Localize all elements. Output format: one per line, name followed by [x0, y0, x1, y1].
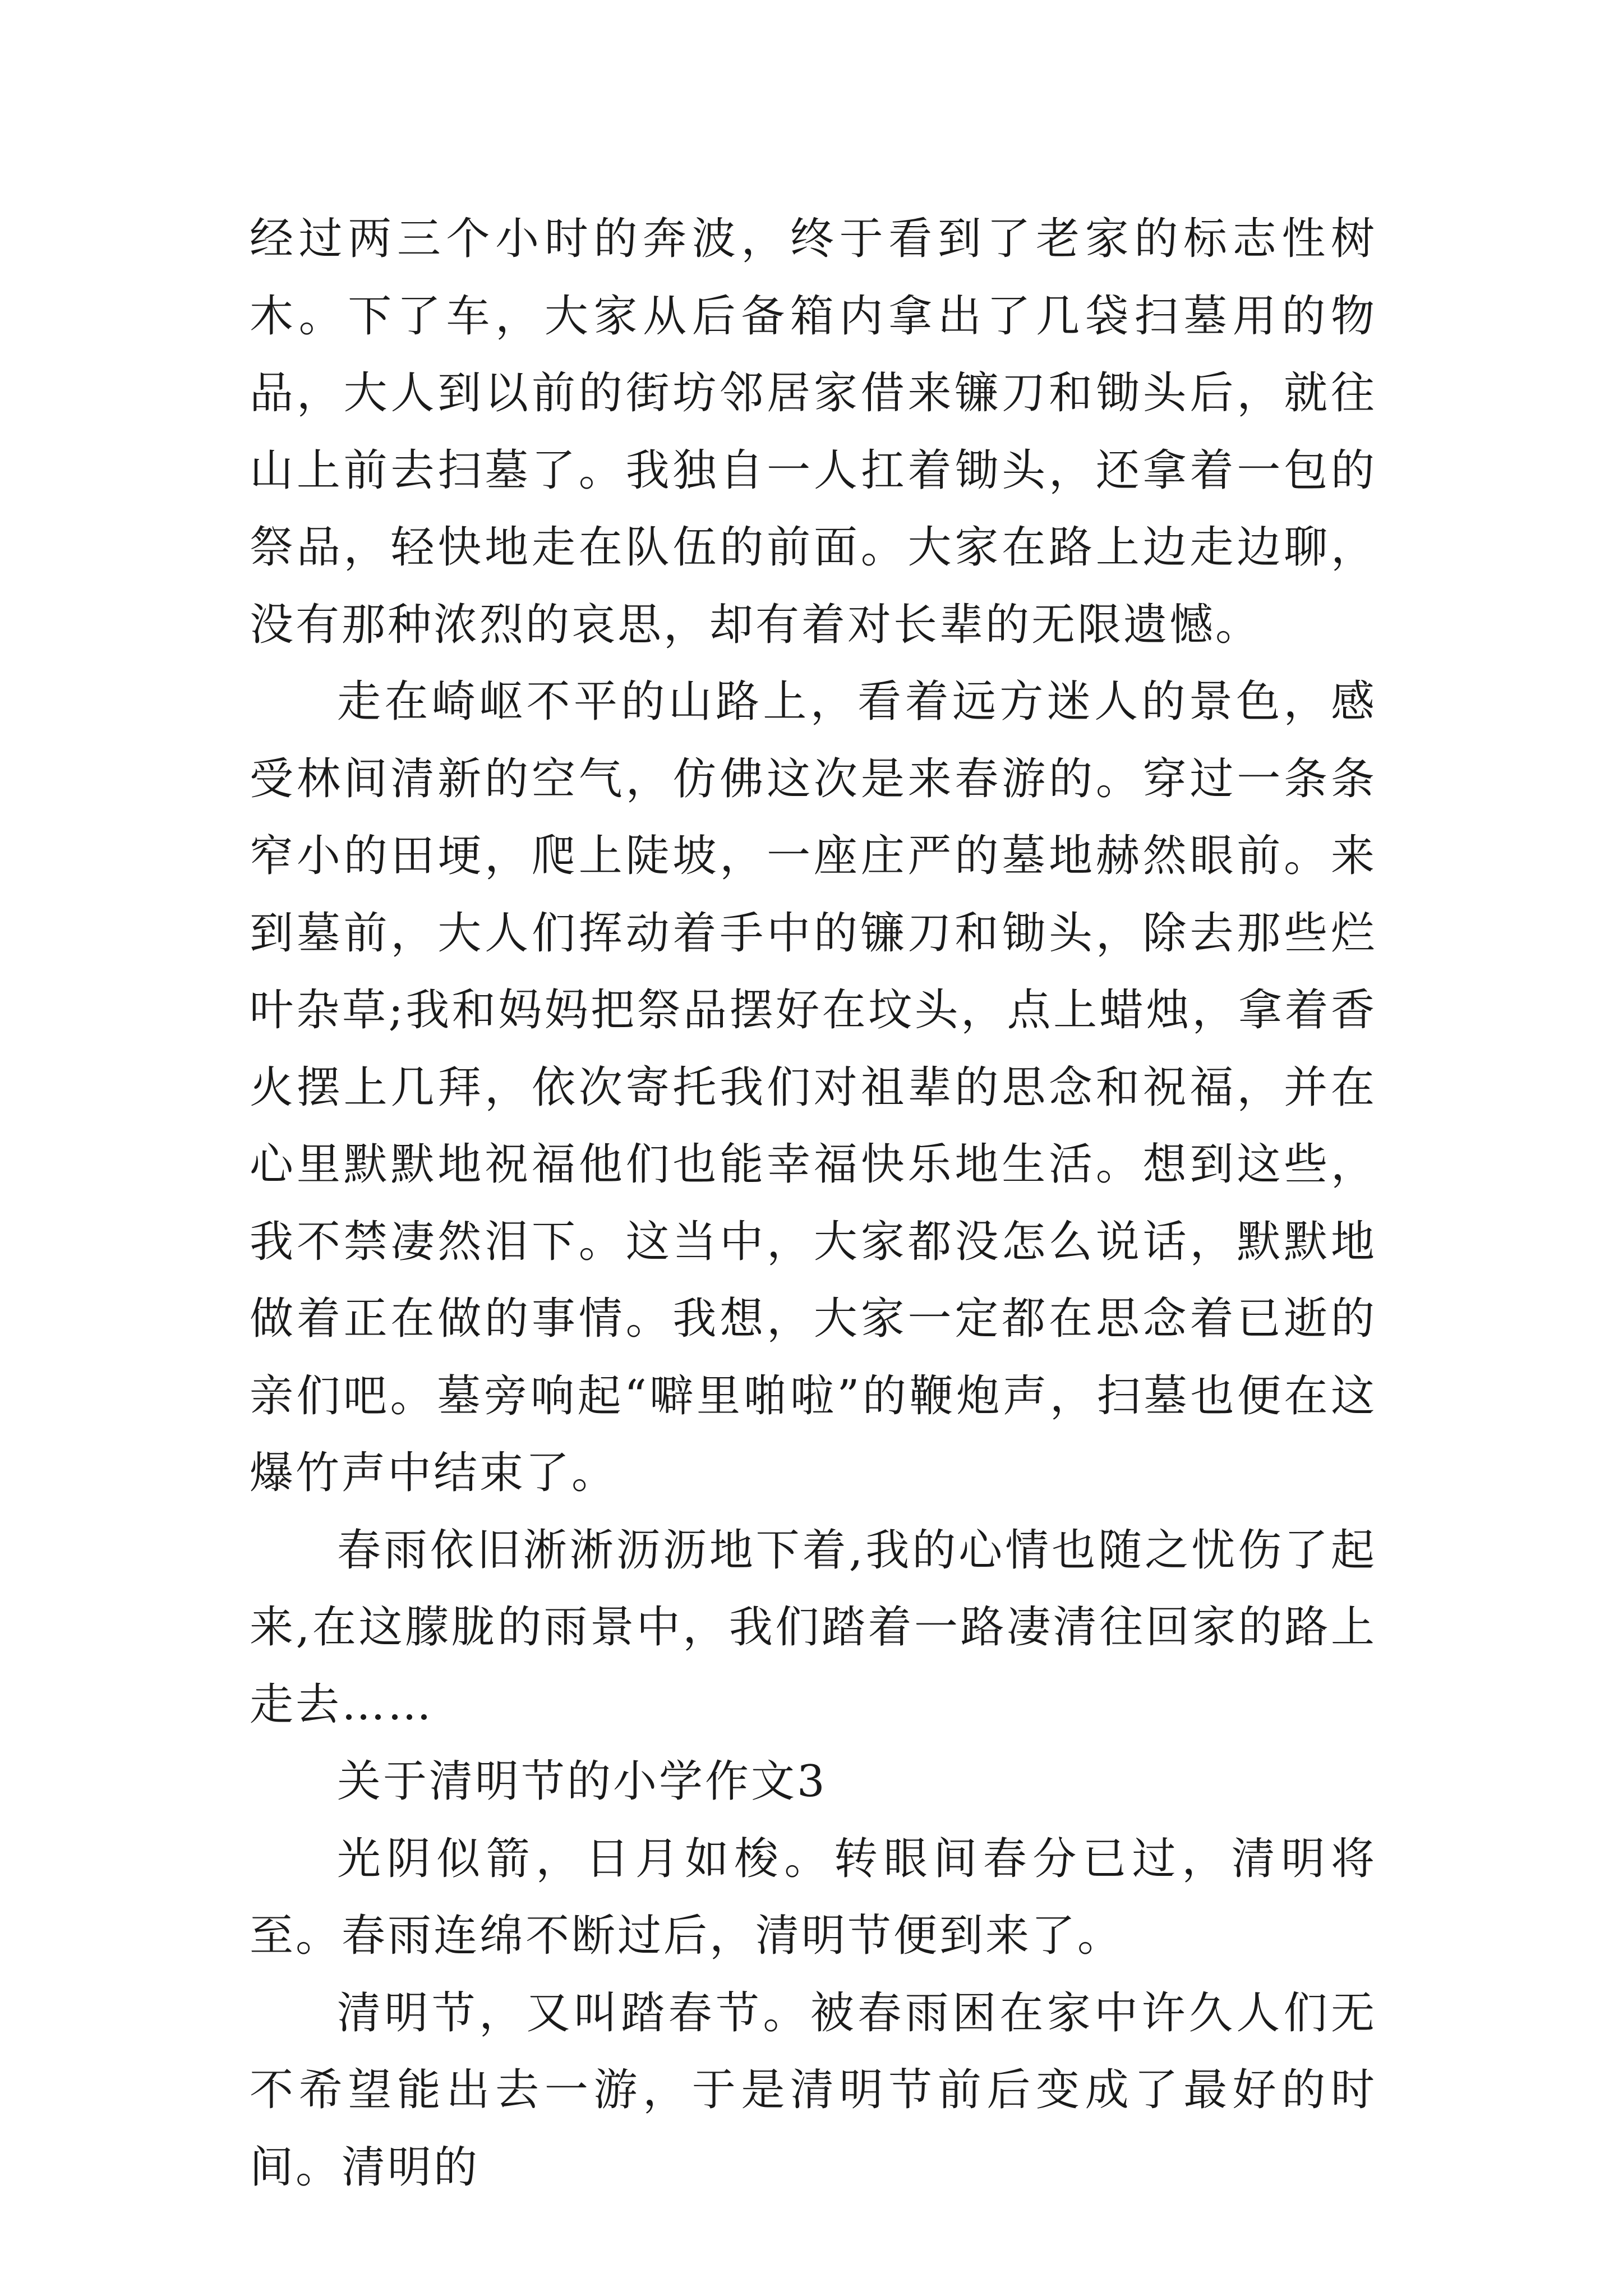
paragraph-mountain-path: 走在崎岖不平的山路上，看着远方迷人的景色，感受林间清新的空气，仿佛这次是来春游的。穿过一条条窄小的田埂，爬上陡坡，一座庄严的墓地赫然眼前。来到墓前，大人们挥动着手中的镰刀和锄头，除去那些烂叶杂草;我和妈妈把祭品摆好在坟头，点上蜡烛，拿着香火摆上几拜，依次寄托我们对祖辈的思念和祝福，并在心里默默地祝福他们也能幸福快乐地生活。想到这些，我不禁凄然泪下。这当中，大家都没怎么说话，默默地做着正在做的事情。我想，大家一定都在思念着已逝的亲们吧。墓旁响起“噼里啪啦”的鞭炮声，扫墓也便在这爆竹声中结束了。 [250, 677, 1377, 1498]
paragraph-spring-rain: 春雨依旧淅淅沥沥地下着,我的心情也随之忧伤了起来,在这朦胧的雨景中，我们踏着一路凄清往回家的路上走去…… [250, 1525, 1377, 1730]
paragraph-continuation: 经过两三个小时的奔波，终于看到了老家的标志性树木。下了车，大家从后备箱内拿出了几袋扫墓用的物品，大人到以前的街坊邻居家借来镰刀和锄头后，就往山上前去扫墓了。我独自一人扛着锄头，还拿着一包的祭品，轻快地走在队伍的前面。大家在路上边走边聊，没有那种浓烈的哀思，却有着对长辈的无限遗憾。 [250, 214, 1377, 650]
document-body [250, 201, 1377, 2206]
paragraph-time-flies: 光阴似箭，日月如梭。转眼间春分已过，清明将至。春雨连绵不断过后，清明节便到来了。 [250, 1833, 1377, 1961]
section-heading: 关于清明节的小学作文3 [337, 1756, 827, 1807]
paragraph-qingming-outing: 清明节，又叫踏春节。被春雨困在家中许久人们无不希望能出去一游，于是清明节前后变成了最好的时间。清明的 [250, 1987, 1377, 2193]
